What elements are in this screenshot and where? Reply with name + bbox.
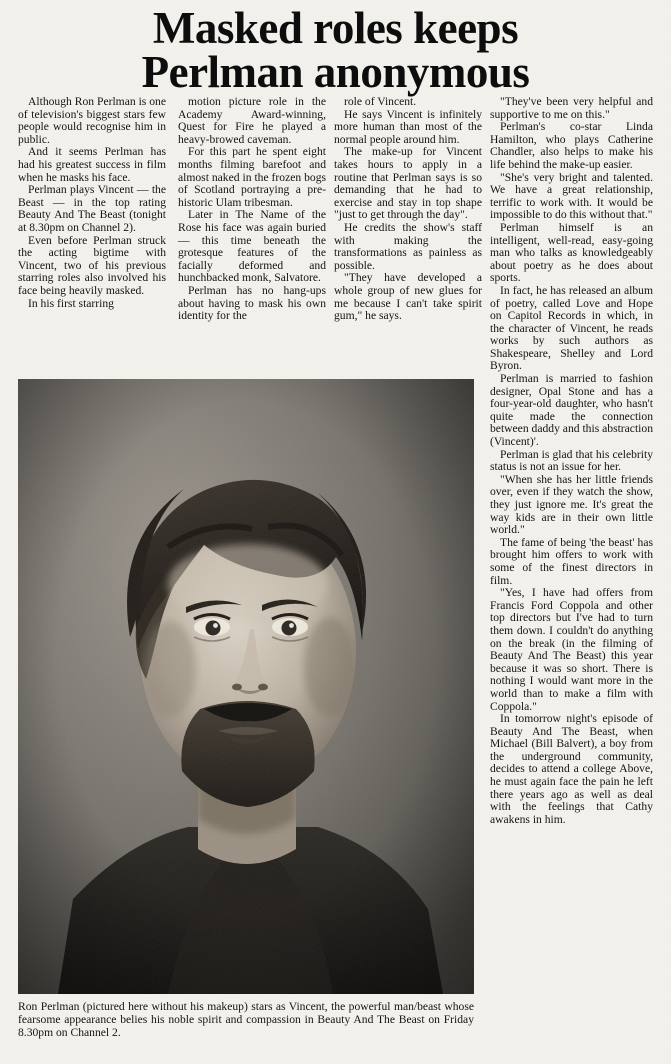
paragraph: "Yes, I have had offers from Francis Ford Coppola and other top directors but I've had to turn them down. I couldn't do anything on the break (in the filming of Beauty And The Beast) this year because it was so short. There is nothing I would want more in the world than to make a film with Coppola."	[490, 586, 653, 713]
photo-caption	[18, 1000, 474, 1040]
paragraph: "They've been very helpful and supportive to me on this."	[490, 95, 653, 121]
paragraph: Perlman's co-star Linda Hamilton, who plays Catherine Chandler, also helps to make his life behind the make-up easier.	[490, 120, 653, 171]
column-4	[490, 96, 653, 826]
paragraph: The make-up for Vincent takes hours to apply in a routine that Perlman says is so demanding that he had to exercise and stay in top shape "just to get through the day".	[334, 145, 482, 222]
paragraph: And it seems Perlman has had his greatest success in film when he masks his face.	[18, 145, 166, 184]
column-1	[18, 96, 166, 310]
paragraph: "When she has her little friends over, even if they watch the show, they just ignore me. It's great the way kids are in their own little world."	[490, 472, 653, 537]
paragraph: Perlman is glad that his celebrity status is not an issue for her.	[490, 447, 653, 474]
paragraph: He credits the show's staff with making the transformations as painless as possible.	[334, 220, 482, 272]
paragraph: In fact, he has released an album of poetry, called Love and Hope on Capitol Records in which, in the character of Vincent, he reads works by such authors as Shakespeare, Shelley and Lord Byron.	[490, 283, 653, 373]
paragraph: Even before Perlman struck the acting bigtime with Vincent, two of his previous starring roles also involved his face being heavily masked.	[18, 233, 166, 297]
paragraph: motion picture role in the Academy Award-winning, Quest for Fire he played a heavy-browed caveman.	[178, 95, 326, 146]
paragraph: Perlman is married to fashion designer, Opal Stone and has a four-year-old daughter, who hasn't quite made the connection between daddy and this abstraction (Vincent)'.	[490, 372, 653, 449]
article-photo	[18, 379, 474, 994]
paragraph: Although Ron Perlman is one of television's biggest stars few people would recognise him in public.	[18, 95, 166, 146]
headline-line-1: Masked roles keeps	[152, 3, 519, 53]
paragraph: "They have developed a whole group of new glues for me because I can't take spirit gum," he says.	[334, 271, 482, 323]
paragraph: In tomorrow night's episode of Beauty And The Beast, when Michael (Bill Balvert), a boy from the underground community, decides to attend a college Above, he must again face the pain he left there years ago as well as deal with the feelings that Cathy awakens in him.	[490, 712, 653, 826]
paragraph: For this part he spent eight months filming barefoot and almost naked in the frozen bogs of Scotland portraying a pre-historic Ulam tribesman.	[178, 145, 326, 209]
paragraph: Later in The Name of the Rose his face was again buried — this time beneath the grotesque features of the facially deformed and hunchbacked monk, Salvatore.	[178, 208, 326, 285]
column-2	[178, 96, 326, 323]
portrait-photo-ron-perlman	[18, 379, 474, 994]
page-title	[0, 0, 671, 102]
paragraph: role of Vincent.	[344, 95, 417, 108]
paragraph: Perlman himself is an intelligent, well-read, easy-going man who talks as knowledgeably about poetry as he does about sports.	[490, 220, 653, 285]
caption-text: Ron Perlman (pictured here without his makeup) stars as Vincent, the powerful man/beast whose fearsome appearance belies his noble spirit and compassion in Beauty And The Beast on Friday 8.30pm on Channel 2.	[18, 1000, 474, 1040]
headline-line-2: Perlman anonymous	[141, 47, 530, 98]
paragraph: Perlman has no hang-ups about having to mask his own identity for the	[178, 283, 326, 323]
paragraph: In his first starring	[28, 296, 114, 310]
paragraph: "She's very bright and talented. We have a great relationship, terrific to work with. It would be impossible to do this without that."	[490, 170, 653, 222]
paragraph: He says Vincent is infinitely more human than most of the normal people around him.	[334, 107, 482, 146]
column-3	[334, 96, 482, 323]
paragraph: The fame of being 'the beast' has brought him offers to work with some of the finest directors in film.	[490, 535, 653, 587]
paragraph: Perlman plays Vincent — the Beast — in the top rating Beauty And The Beast (tonight at 8.30pm on Channel 2).	[18, 183, 166, 234]
